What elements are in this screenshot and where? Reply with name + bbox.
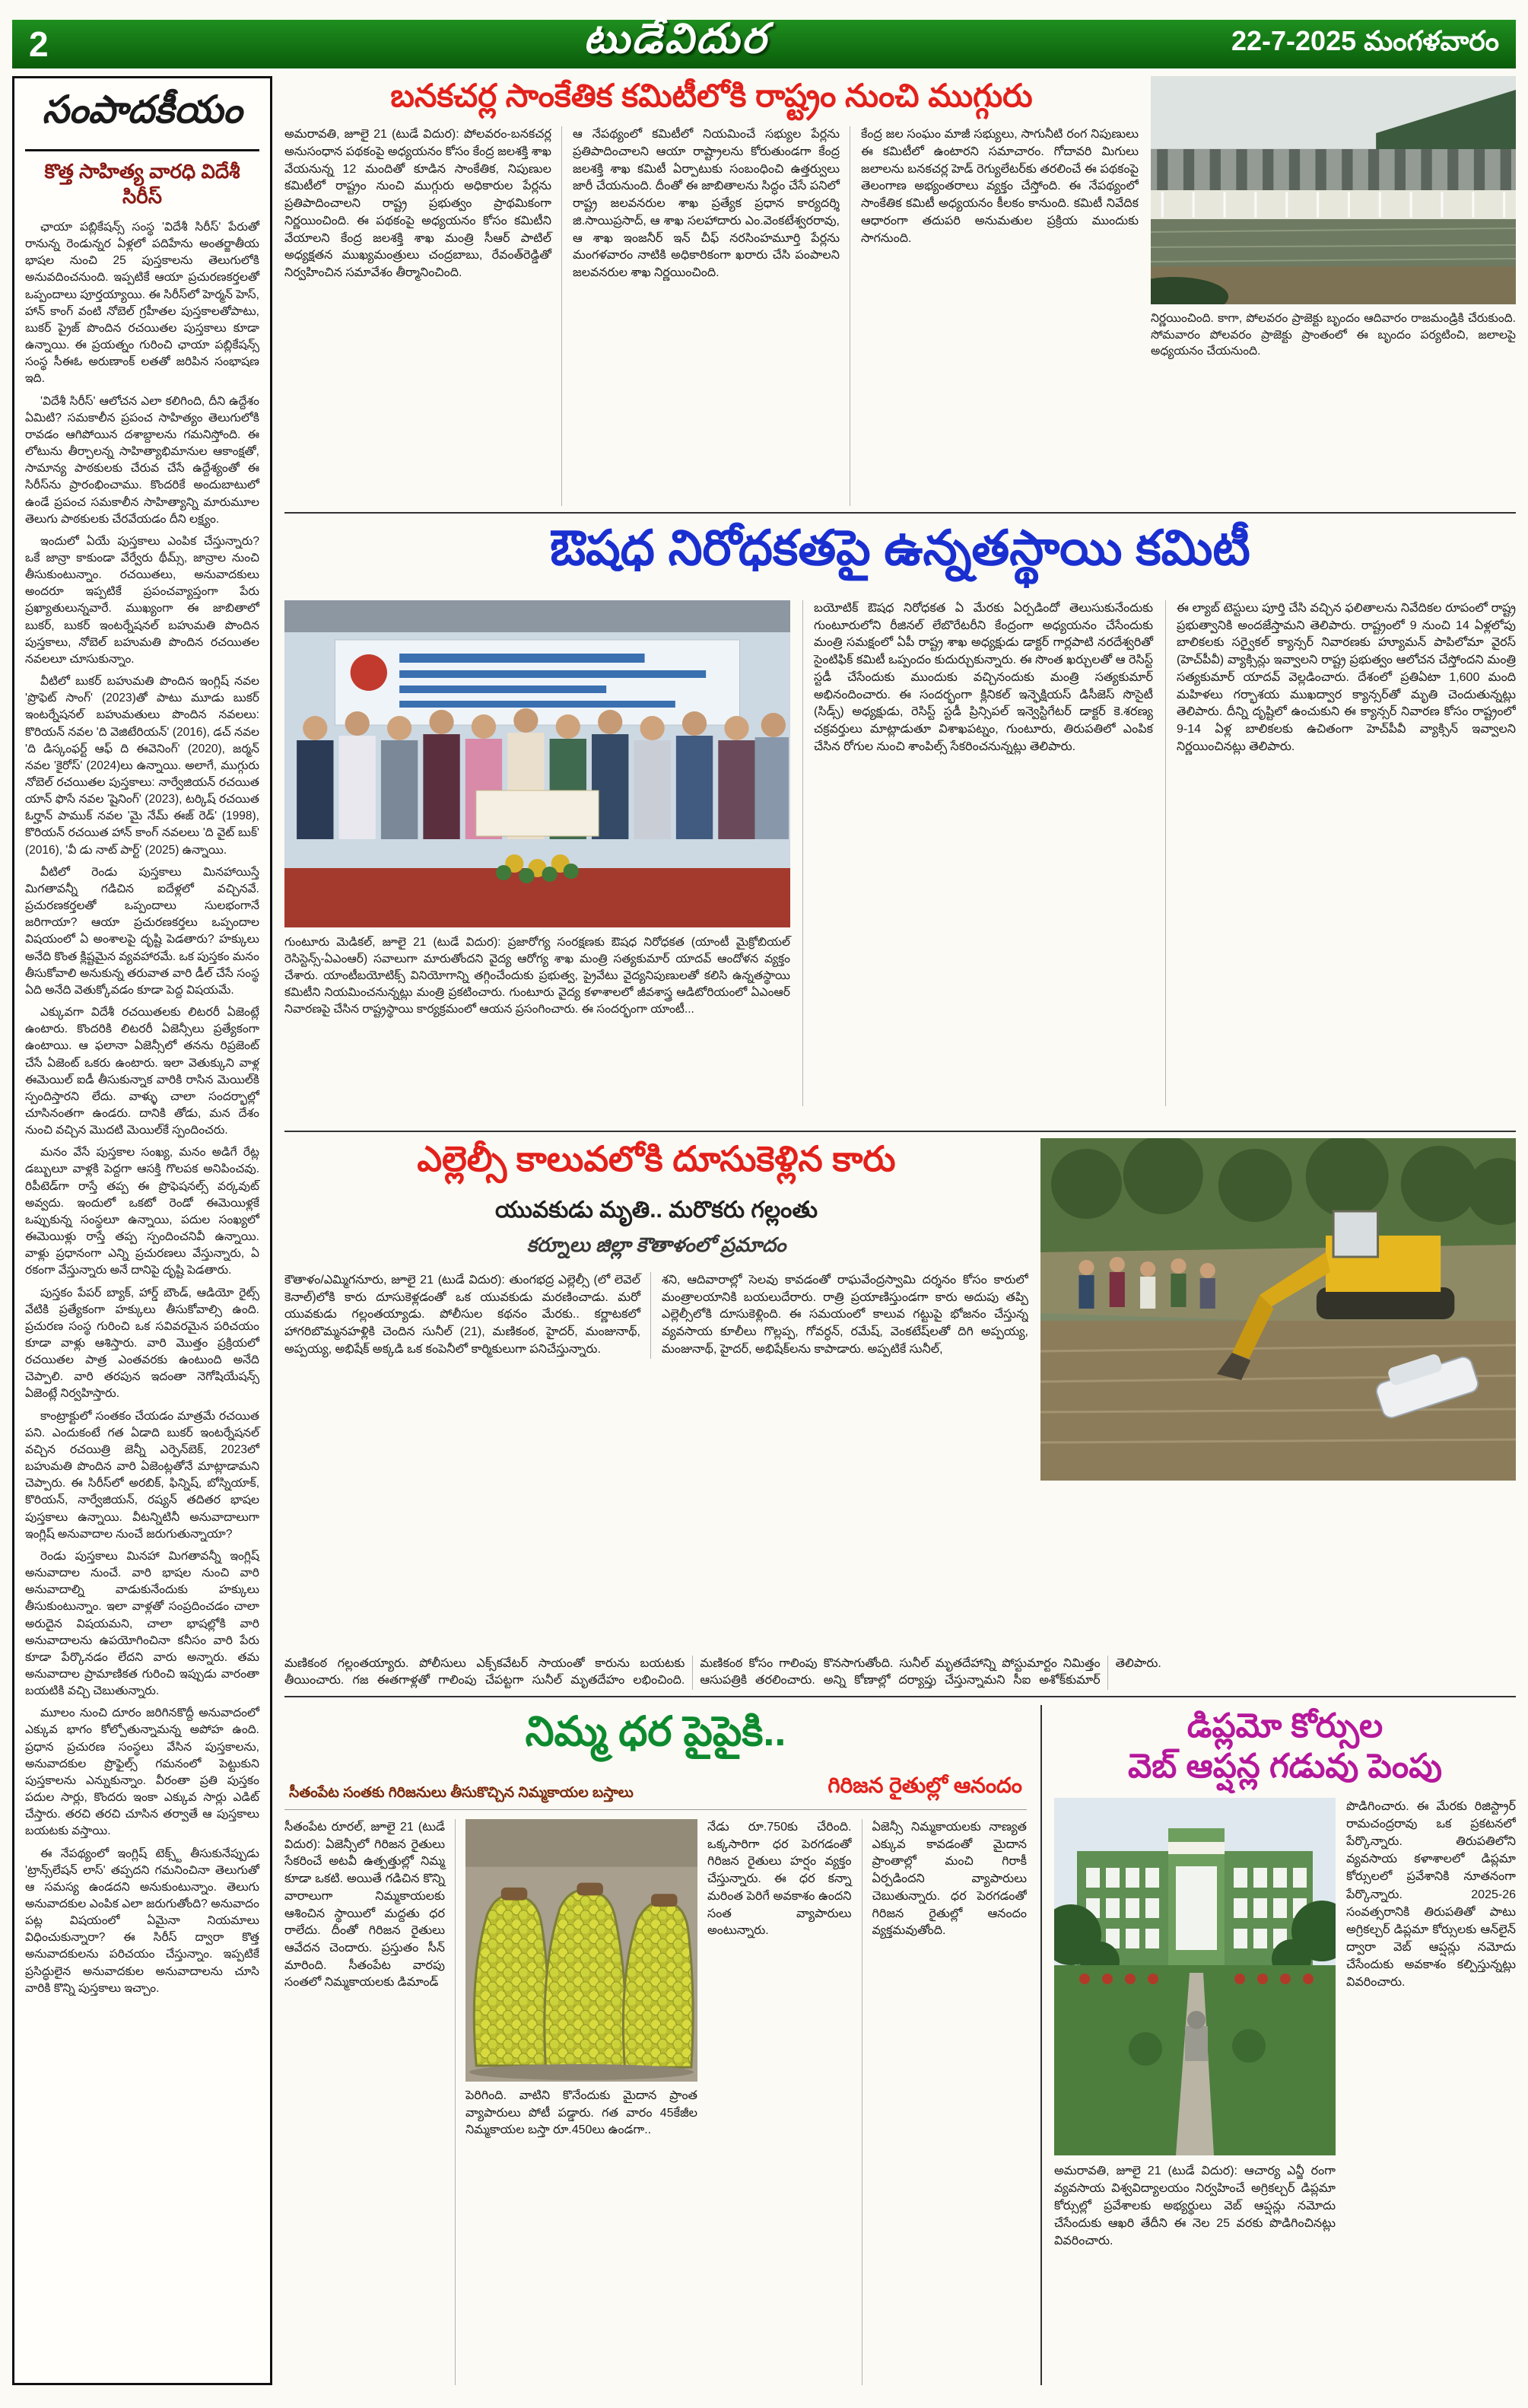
article-column: పెరిగింది. వాటిని కొనేందుకు మైదాన ప్రాంత వ్యాపారులు పోటీ పడ్డారు. గత వారం 45కేజీల నిమ్మకాయల బస్తా రూ.450లు ఉండగా.. xyxy=(465,2089,697,2137)
article-subheadline: కర్నూలు జిల్లా కౌతాళంలో ప్రమాదం xyxy=(526,1233,786,1256)
article-column: కౌతాళం/ఎమ్మిగనూరు, జూలై 21 (టుడే విదుర): తుంగభద్ర ఎల్లెల్సీ (లో లెవెల్ కెనాల్)లోకి కారు దూసుకెళ్లడంతో ఒక యువకుడు మరణించాడు. మరో యువకుడు గల్లంతయ్యాడు. పోలీసుల కథనం మేరకు.. కర్ణాటకలో హాగరిబొమ్మనహళ్లికి చెందిన సునీల్ (21), మణికంఠ, హైదర్, మంజునాథ్, అప్పయ్య, అభిషేక్ అక్కడి ఒక కంపెనీలో కార్మికులుగా పనిచేస్తున్నారు. xyxy=(284,1272,651,1359)
article-subheadline: యువకుడు మృతి.. మరొకరు గల్లంతు xyxy=(494,1198,818,1223)
editorial-paragraph: వీటిలో రెండు పుస్తకాలు మినహాయిస్తే మిగతావన్నీ గడిచిన ఐదేళ్లలో వచ్చినవే. ప్రచురణకర్తలతో ఒప్పందాలు సులభంగానే జరిగాయా? ఆయా ప్రచురణకర్తలు ఒప్పందాల విషయంలో ఏ అంశాలపై దృష్టి పెడతారు? హక్కులు అనేది కొంత క్లిష్టమైన వ్యవహారమే. ఒక పుస్తకం మనం తీసుకోవాలి అనుకున్న తరువాత వారి డీల్ చేసే సంస్థ ఏది అనేది వెతుక్కోవడం కూడా పెద్ద విషయమే. xyxy=(25,865,259,997)
article-headline: బనకచర్ల సాంకేతిక కమిటీలోకి రాష్ట్రం నుంచి ముగ్గురు xyxy=(390,78,1033,113)
lemon-sacks-photo xyxy=(465,1819,697,2082)
article-headline: ఔషధ నిరోధకతపై ఉన్నతస్థాయి కమిటీ xyxy=(550,520,1250,575)
article-column: నేడు రూ.750కు చేరింది. ఒక్కసారిగా ధర పెరగడంతో గిరిజన రైతులు హర్షం వ్యక్తం చేస్తున్నారు. ఈ ధర కన్నా మరింత పెరిగే అవకాశం ఉందని సంత వ్యాపారులు అంటున్నారు. xyxy=(707,1819,862,2385)
article-headline xyxy=(1054,1707,1516,1787)
article-diploma-body xyxy=(1054,1798,1516,2385)
article-amr xyxy=(284,512,1516,1124)
article-headline-line2: వెబ్ ఆప్షన్ల గడువు పెంపు xyxy=(1127,1747,1443,1785)
campus-building-photo xyxy=(1054,1798,1336,2155)
article-canal-text-area xyxy=(284,1138,1028,1648)
article-column: ఏజెన్సీ నిమ్మకాయలకు నాణ్యత ఎక్కువ కావడంతో మైదాన ప్రాంతాల్లో మంచి గిరాకీ ఏర్పడిందని వ్యాపారులు చెబుతున్నారు. ధర పెరగడంతో గిరిజన రైతుల్లో ఆనందం వ్యక్తమవుతోంది. xyxy=(872,1821,1027,1938)
article-amr-body xyxy=(284,600,1516,1106)
article-column: ఆ నేపథ్యంలో కమిటీలో నియమించే సభ్యుల పేర్లను ప్రతిపాదించాలని ఆయా రాష్ట్రాలను కోరుతుండగా కేంద్ర జలశక్తి శాఖ కమిటీ ఏర్పాటుకు సంబంధించి ఉత్తర్వులు జారీ చేయనుంది. దీంతో ఈ జాబితాలను సిద్ధం చేసే పనిలో రాష్ట్ర జలవనరుల శాఖ ప్రత్యేక ప్రధాన కార్యదర్శి జి.సాయిప్రసాద్, ఆ శాఖ సలహాదారు ఎం.వెంకటేశ్వరరావు, ఆ శాఖ ఇంజనీర్ ఇన్ చీఫ్ నరసింహమూర్తి పేర్లను మంగళవారం నాటికి అధికారికంగా ఖరారు చేసి పంపాలని జలవనరుల శాఖ నిర్ణయించింది. xyxy=(573,126,850,506)
article-headline: ఎల్లెల్సీ కాలువలోకి దూసుకెళ్లిన కారు xyxy=(417,1139,896,1179)
masthead-title: టుడేవిదుర xyxy=(583,16,768,62)
article-canal-grid xyxy=(284,1138,1516,1648)
article-columns xyxy=(284,126,1139,506)
article-headline: నిమ్మ ధర పైపైకి.. xyxy=(525,1709,786,1754)
photo-caption: సీతంపేట సంతకు గిరిజనులు తీసుకొచ్చిన నిమ్మకాయల బస్తాలు xyxy=(289,1785,634,1802)
article-amr-photo-area xyxy=(284,600,790,1106)
article-column: కేంద్ర జల సంఘం మాజీ సభ్యులు, సాగునీటి రంగ నిపుణులు ఈ కమిటీలో ఉంటారని సమాచారం. గోదావరి మిగులు జలాలను బనకచర్ల హెడ్ రెగ్యులేటర్‌కు తరలించే ఈ పథకంపై తెలంగాణ అభ్యంతరాలు వ్యక్తం చేస్తోంది. ఈ నేపథ్యంలో సాంకేతిక కమిటీ అధ్యయనం కీలకం కానుంది. కమిటీ నివేదిక ఆధారంగా తదుపరి అనుమతుల ప్రక్రియ ముందుకు సాగనుంది. xyxy=(861,128,1139,245)
main-articles xyxy=(284,76,1516,2385)
article-diploma-courses xyxy=(1040,1705,1516,2385)
issue-date: 22-7-2025 మంగళవారం xyxy=(1231,24,1499,56)
masthead-bar xyxy=(12,16,1516,68)
article-column: పొడిగించారు. ఈ మేరకు రిజిస్ట్రార్ రామచంద్రరావు ఒక ప్రకటనలో పేర్కొన్నారు. తిరుపతిలోని వ్యవసాయ కళాశాలలో డిప్లమా కోర్సులలో ప్రవేశానికి నూతనంగా పేర్కొన్నారు. 2025-26 సంవత్సరానికి తిరుపతితో పాటు అగ్రికల్చర్ డిప్లమా కోర్సులకు ఆన్‌లైన్ ద్వారా వెబ్ ఆప్షన్లు నమోదు చేసేందుకు అవకాశం కల్పిస్తున్నట్లు వివరించారు. xyxy=(1346,1799,1516,1990)
article-columns xyxy=(284,1272,1028,1359)
article-canal-photo-area xyxy=(1040,1138,1516,1648)
dam-photo xyxy=(1151,76,1516,304)
article-bottom-text: మణికంఠ గల్లంతయ్యారు. పోలీసులు ఎక్స్‌కవేటర్ సాయంతో కారును బయటకు తీయించారు. గజ ఈతగాళ్లతో గాలింపు చేపట్టగా సునీల్ మృతదేహం లభించింది. మణికంఠ కోసం గాలింపు కొనసాగుతోంది. సునీల్ మృతదేహాన్ని పోస్టుమార్టం నిమిత్తం ఆసుపత్రికి తరలించారు. అన్ని కోణాల్లో దర్యాప్తు చేస్తున్నామని సీఐ అశోక్‌కుమార్ తెలిపారు. xyxy=(284,1656,1161,1688)
editorial-paragraph: మూలం నుంచి దూరం జరిగినకొద్దీ అనువాదంలో ఎక్కువ భాగం కోల్పోతున్నామన్న అపోహ ఉంది. ప్రధాన ప్రచురణ సంస్థలు వేసిన పుస్తకాలను, అనువాదకుల ప్రొఫైల్స్ గమనంలో పెట్టుకుని పుస్తకాలను ఎన్నుకున్నాం. వీరంతా ప్రతి పుస్తకం పదుల సార్లు, కొందరు ఇంకా ఎక్కువ సార్లు ఎడిట్ చేస్తారు. తరచి తరచి చూసిన తర్వాతే ఆ పుస్తకాలు బయటకు వస్తాయి. xyxy=(25,1707,259,1838)
editorial-paragraph: ఛాయా పబ్లికేషన్స్ సంస్థ 'విదేశీ సిరీస్' పేరుతో రానున్న రెండున్నర ఏళ్లలో పదిహేను అంతర్జాతీయ భాషల నుంచి 25 పుస్తకాలను తెలుగులోకి అనువదించనుంది. ఇప్పటికే ఆయా ప్రచురణకర్తలతో ఒప్పందాలు పూర్తయ్యాయి. ఈ సిరీస్‌లో హెర్మన్ హెస్, హాన్ కాంగ్ వంటి నోబెల్ గ్రహీతల పుస్తకాలతోపాటు, బుకర్ ప్రైజ్ పొందిన రచయితల పుస్తకాలు కూడా ఉన్నాయి. ఈ ప్రయత్నం గురించి ఛాయా పబ్లికేషన్స్ సంస్థ సీఈఓ అరుణాంక్ లతతో జరిపిన సంభాషణ ఇది. xyxy=(25,221,259,386)
editorial-paragraph: ఇందులో ఏయే పుస్తకాలు ఎంపిక చేస్తున్నారు? ఒకే జాన్రా కాకుండా వేర్వేరు థీమ్స్, జాన్రాల నుంచి తీసుకుంటున్నాం. రచయితలు, అనువాదకులు అందరూ ఇప్పటికే ప్రపంచవ్యాప్తంగా పేరు ప్రఖ్యాతులున్నవారే. ముఖ్యంగా ఈ జాబితాలో బుకర్, బుకర్ ఇంటర్నేషనల్ బహుమతి పొందిన పుస్తకాలు, నోబెల్ బహుమతి పొందిన రచయితల నవలలూ చూసుకున్నాం. xyxy=(25,534,259,666)
bottom-articles-row xyxy=(284,1696,1516,2385)
article-banakacharla-photo-area xyxy=(1151,76,1516,506)
article-column: ఈ ల్యాబ్ టెస్టులు పూర్తి చేసి వచ్చిన ఫలితాలను నివేదికల రూపంలో రాష్ట్ర ప్రభుత్వానికి అందజేస్తామని తెలిపారు. రాష్ట్రంలో 9 నుంచి 14 ఏళ్లలోపు బాలికలకు సర్వైకల్ క్యాన్సర్ నివారణకు హ్యూమన్ పాపిలోమా వైరస్ (హెచ్‌పీవీ) వ్యాక్సిన్లు ఇవ్వాలని రాష్ట్ర ప్రభుత్వం ఆలోచన చేస్తోందని మంత్రి సత్యకుమార్ యాదవ్ వెల్లడించారు. దేశంలో ప్రతిఏటా 1,600 మంది మహిళలు గర్భాశయ ముఖద్వార క్యాన్సర్‌తో మృతి చెందుతున్నట్లు తెలిపారు. దీన్ని దృష్టిలో ఉంచుకుని ఈ క్యాన్సర్ నివారణ కోసం రాష్ట్రంలో 9-14 ఏళ్ల బాలికలకు ఉచితంగా హెచ్‌పీవీ వ్యాక్సిన్ ఇవ్వాలని నిర్ణయించినట్లు తెలిపారు. xyxy=(1165,600,1516,1106)
article-subhead-row xyxy=(284,1773,1027,1810)
article-canal-accident xyxy=(284,1131,1516,1690)
article-diploma-right-column xyxy=(1346,1798,1516,2385)
article-banakacharla xyxy=(284,76,1516,506)
editorial-paragraph: పుస్తకం పేపర్ బ్యాక్, హార్డ్ బౌండ్, ఆడియో రైట్స్ వేటికి ప్రత్యేకంగా హక్కులు తీసుకోవాల్సి ఉంది. ప్రచురణ సంస్థ గురించి ఒక సవివరమైన పరిచయం కూడా వాళ్లు ఆశిస్తారు. వారి మొత్తం ప్రక్రియలో రచయితల పాత్ర ఎంతవరకు ఉంటుంది అనేది చెప్పాలి. వారి తరపున ఇదంతా నెగోషియేషన్స్ ఏజెంట్లే నిర్వహిస్తారు. xyxy=(25,1286,259,1401)
article-lemon-photo-area xyxy=(465,1819,697,2385)
article-banakacharla-text-area xyxy=(284,76,1139,506)
editorial-paragraph: 'విదేశీ సిరీస్' ఆలోచన ఎలా కలిగింది, దీని ఉద్దేశం ఏమిటి? సమకాలీన ప్రపంచ సాహిత్యం తెలుగులోకి రావడం ఆగిపోయిన దశాబ్దాలను గమనిస్తోంది. ఈ లోటును తీర్చాలన్న సాహిత్యాభిమానుల ఆకాంక్షతో, సామాన్య పాఠకులకు చేరువ చేసే ఉద్దేశ్యంతో ఈ సిరీస్‌ను ప్రారంభించాము. కొందరికే అందుబాటులో ఉండే ప్రపంచ సమకాలీన సాహిత్యాన్ని మారుమూల తెలుగు పాఠకులకు చేరవేయడం దీని లక్ష్యం. xyxy=(25,394,259,526)
editorial-section-title: సంపాదకీయం xyxy=(25,87,259,151)
event-group-photo xyxy=(284,600,790,927)
article-column: శని, ఆదివారాల్లో సెలవు కావడంతో రాఘవేంద్రస్వామి దర్శనం కోసం కారులో మంత్రాలయానికి బయలుదేరారు. రాత్రి ప్రయాణిస్తుండగా కారు అదుపు తప్పి ఎల్లెల్సీలోకి దూసుకెళ్లింది. ఈ సమయంలో కాలువ గట్టుపై భోజనం చేస్తున్న వ్యవసాయ కూలీలు గొల్లప్ప, గోవర్ధన్, రమేష్, వెంకటేష్‌లతో దిగి అప్పయ్య, మంజునాథ్, హైదర్, అభిషేక్‌లను కాపాడారు. అప్పటికే సునీల్, xyxy=(662,1274,1028,1356)
article-column: బయోటిక్ ఔషధ నిరోధకత ఏ మేరకు ఏర్పడిందో తెలుసుకునేందుకు గుంటూరులోని రీజినల్ లేబొరేటరీని కేంద్రంగా అధ్యయనం చేసేందుకు మంత్రి సమక్షంలో ఏపీ రాష్ట్ర శాఖ అధ్యక్షుడు డాక్టర్ గార్లపాటి నరదేశ్వరితో సైంటిఫిక్ కమిటీ ఒప్పందం కుదుర్చుకున్నారు. ఈ సొంత ఖర్చులతో ఆ రెసిస్ట్ స్టడీ చేసేందుకు ముందుకు వచ్చినందుకు మంత్రి సత్యకుమార్ అభినందించారు. ఈ సందర్భంగా క్లినికల్ ఇన్ఫెక్షియస్ డిసీజెస్ సొసైటీ (సిడ్స్) అధ్యక్షుడు, రెసిస్ట్ స్టడీ ప్రిన్సిపల్ ఇన్వెస్టిగేటర్ డాక్టర్ కె.శరణ్య చక్రవర్తులు మాట్లాడుతూ విశాఖపట్నం, గుంటూరు, తిరుపతిలో ఎంపిక చేసిన రోగుల నుంచి శాంపిల్స్ సేకరించనున్నట్లు తెలిపారు. xyxy=(802,600,1153,1106)
page-number: 2 xyxy=(29,24,49,64)
editorial-body xyxy=(25,219,259,1997)
article-diploma-photo-area xyxy=(1054,1798,1336,2385)
editorial-paragraph: ఈ నేపథ్యంలో ఇంగ్లిష్ టెక్స్ట్ తీసుకునేప్పుడు 'ట్రాన్స్‌లేషన్ లాస్' తప్పదని గమనించినా తెలుగుతో ఆ సమస్య ఉండదని అనుకుంటున్నాం. తెలుగు అనువాదకుల ఎంపిక ఎలా జరుగుతోంది? అనువాదం పట్ల విషయంలో ఏమైనా నియమాలు విధించుకున్నారా? ఈ సిరీస్ ద్వారా కొత్త అనువాదకులను పరిచయం చేస్తున్నాం. ఇప్పటికే ప్రసిద్ధులైన అనువాదకుల అనువాదాలను చూసి వారికి కొన్ని పుస్తకాలు ఇచ్చాం. xyxy=(25,1847,259,1995)
article-headline-line1: డిప్లమో కోర్సుల xyxy=(1187,1707,1383,1745)
article-lemon-body xyxy=(284,1819,1027,2385)
article-column: అమరావతి, జూలై 21 (టుడే విదుర): పోలవరం-బనకచర్ల అనుసంధాన పథకంపై అధ్యయనం కోసం కేంద్ర జలశక్తి శాఖ వేయనున్న 12 మందితో కూడిన సాంకేతిక, నిపుణుల కమిటీలో రాష్ట్రం నుంచి ముగ్గురు అధికారుల పేర్లను ప్రతిపాదించాలని రాష్ట్ర ప్రభుత్వం ప్రాథమికంగా నిర్ణయించింది. ఈ పథకంపై అధ్యయనం కోసం కమిటీని వేయాలని కేంద్ర జలశక్తి శాఖ మంత్రి సీఆర్ పాటిల్ అధ్యక్షతన ముఖ్యమంత్రులు చంద్రబాబు, రేవంత్‌రెడ్డితో నిర్వహించిన సమావేశం తీర్మానించింది. xyxy=(284,126,562,506)
page-content xyxy=(12,76,1516,2385)
article-column: సీతంపేట రూరల్, జూలై 21 (టుడే విదుర): ఏజెన్సీలో గిరిజన రైతులు సేకరించే అటవీ ఉత్పత్తుల్లో నిమ్మ కూడా ఒకటి. అయితే గడిచిన కొన్ని వారాలుగా నిమ్మకాయలకు ఆశించిన స్థాయిలో మద్దతు ధర రాలేదు. దీంతో గిరిజన రైతులు ఆవేదన చెందారు. ప్రస్తుతం సీన్ మారింది. సీతంపేట వారపు సంతలో నిమ్మకాయలకు డిమాండ్ xyxy=(284,1819,456,2385)
article-lemon-prices xyxy=(284,1705,1027,2385)
photo-side-text: నిర్ణయించింది. కాగా, పోలవరం ప్రాజెక్టు బృందం ఆదివారం రాజమండ్రికి చేరుకుంది. సోమవారం పోలవరం ప్రాజెక్టు ప్రాంతంలో ఈ బృందం పర్యటించి, జలాలపై అధ్యయనం చేయనుంది. xyxy=(1151,312,1516,358)
editorial-paragraph: రెండు పుస్తకాలు మినహా మిగతావన్నీ ఇంగ్లిష్ అనువాదాల నుంచే. వారి భాషల నుంచి వారి అనువాదాల్ని వాడుకునేందుకు హక్కులు తీసుకుంటున్నాం. ఇలా వాళ్లతో సంప్రదించడం చాలా అరుదైన విషయమని, చాలా భాషల్లోకి వారి అనువాదాలను ఉపయోగించినా కనీసం వారి పేరు కూడా పేర్కొనడం లేదని వారు అన్నారు. తమ అనువాదాల ప్రామాణికత గురించి ఇప్పుడు వారంతా బయటికి వచ్చి చెబుతున్నారు. xyxy=(25,1549,259,1698)
editorial-paragraph: మనం వేసే పుస్తకాల సంఖ్య, మనం అడిగే రేట్ల డబ్బులూ వాళ్లకి పెద్దగా ఆసక్తి గొలపక అనిపించవు. రిపీటెడ్‌గా రాస్తే తప్ప ఈ ప్రొఫెషనల్స్ వర్కవుట్ అవ్వదు. ఇందులో ఒకటో రెండో ఈమెయిళ్లకే ఒప్పుకున్న సంస్థలూ ఉన్నాయి, పదుల సంఖ్యలో ఈమెయిళ్లు రాస్తే తప్ప స్పందించనివీ ఉన్నాయి. వాళ్లు ప్రధానంగా ఎన్ని ప్రచురణలు వేస్తున్నారు, ఏ రకంగా వేస్తున్నారు అనే దానిపై దృష్టి పెడతారు. xyxy=(25,1146,259,1277)
editorial-paragraph: కాంట్రాక్టులో సంతకం చేయడం మాత్రమే రచయిత పని. ఎందుకంటే గత ఏడాది బుకర్ ఇంటర్నేషనల్ వచ్చిన రచయిత్రి జెన్నీ ఎర్పెన్‌బెక్, 2023లో బహుమతి పొందిన వారి ఏజెంట్లతోనే మాట్లాడామని చెప్పారు. ఈ సిరీస్‌లో అరబిక్, ఫిన్నిష్, బోస్నియాక్, కొరియన్, నార్వేజియన్, రష్యన్ తదితర భాషల పుస్తకాలు ఉన్నాయి. వీటన్నిటినీ అనువాదాలుగా ఇంగ్లిష్ అనువాదాల నుంచే జరుగుతున్నాయా? xyxy=(25,1409,259,1541)
article-subheadline: గిరిజన రైతుల్లో ఆనందం xyxy=(828,1773,1022,1797)
editorial-paragraph: ఎక్కువగా విదేశీ రచయితలకు లిటరరీ ఏజెంట్లే ఉంటారు. కొందరికి లిటరరీ ఏజెన్సీలు ప్రత్యేకంగా ఉంటాయి. ఆ ఫలానా ఏజెన్సీలో తనను రిప్రజెంట్ చేసే ఏజెంట్ ఒకరు ఉంటారు. ఇలా వెతుక్కుని వాళ్ల ఈమెయిల్ ఐడీ తీసుకున్నాక వారికి రాసిన మెయిల్‌కి స్పందిస్తారని లేదు. వాళ్ళు చాలా సందర్భాల్లో చూసినంతగా ఉండరు. దానికి తోడు, మన దేశం నుంచి వచ్చిన మొదటి మెయిల్‌కే స్పందించరు. xyxy=(25,1006,259,1137)
editorial-headline: కొత్త సాహిత్య వారధి విదేశీ సిరీస్ xyxy=(44,160,240,208)
photo-caption: గుంటూరు మెడికల్, జూలై 21 (టుడే విదుర): ప్రజారోగ్య సంరక్షణకు ఔషధ నిరోధకత (యాంటీ మైక్రోబియల్ రెసిస్టెన్స్-ఏఎంఆర్) సవాలుగా మారుతోందని వైద్య ఆరోగ్య శాఖ మంత్రి సత్యకుమార్ యాదవ్ ఆందోళన వ్యక్తం చేశారు. యాంటీబయోటిక్స్ వినియోగాన్ని తగ్గించేందుకు ప్రభుత్వ, ప్రైవేటు వైద్యనిపుణులతో కలిసి ఉన్నతస్థాయి కమిటీని నియమించనున్నట్లు మంత్రి ప్రకటించారు. గుంటూరు వైద్య కళాశాలలో జీవశాస్త్ర ఆడిటోరియంలో ఏఎంఆర్ నివారణపై చేసిన రాష్ట్రస్థాయి కార్యక్రమంలో ఆయన ప్రసంగించారు. ఈ సందర్భంగా యాంటీ... xyxy=(284,936,790,1016)
excavator-recovery-photo xyxy=(1040,1138,1516,1481)
article-dateline-text: అమరావతి, జూలై 21 (టుడే విదుర): ఆచార్య ఎన్జీ రంగా వ్యవసాయ విశ్వవిద్యాలయం నిర్వహించే అగ్రికల్చర్ డిప్లమా కోర్సుల్లో ప్రవేశాలకు అభ్యర్థులు వెబ్ ఆప్షన్లు నమోదు చేసేందుకు ఆఖరి తేదీని ఈ నెల 25 వరకు పొడిగించినట్లు వివరించారు. xyxy=(1054,2164,1336,2248)
editorial-column xyxy=(12,76,272,2385)
editorial-paragraph: వీటిలో బుకర్ బహుమతి పొందిన ఇంగ్లిష్ నవల 'ప్రొఫెట్ సాంగ్' (2023)తో పాటు మూడు బుకర్ ఇంటర్నేషనల్ బహుమతులు పొందిన నవలలు: కొరియన్ నవల 'ది వెజిటేరియన్' (2016), డచ్ నవల 'ది డిస్కంఫర్ట్ ఆఫ్ ది ఈవెనింగ్' (2020), జర్మన్ నవల 'కైరోస్' (2024)లు ఉన్నాయి. అలాగే, ముగ్గురు నోబెల్ రచయితల పుస్తకాలు: నార్వేజియన్ రచయిత యాన్ ఫొసే నవల 'షైనింగ్' (2023), టర్కిష్ రచయిత ఓర్హాన్ పాముక్ నవల 'మై నేమ్ ఈజ్ రెడ్' (1998), కొరియన్ రచయిత హాన్ కాంగ్ నవలలు 'ది వైట్ బుక్' (2016), 'వీ డు నాట్ పార్ట్' (2025) ఉన్నాయి. xyxy=(25,675,259,857)
